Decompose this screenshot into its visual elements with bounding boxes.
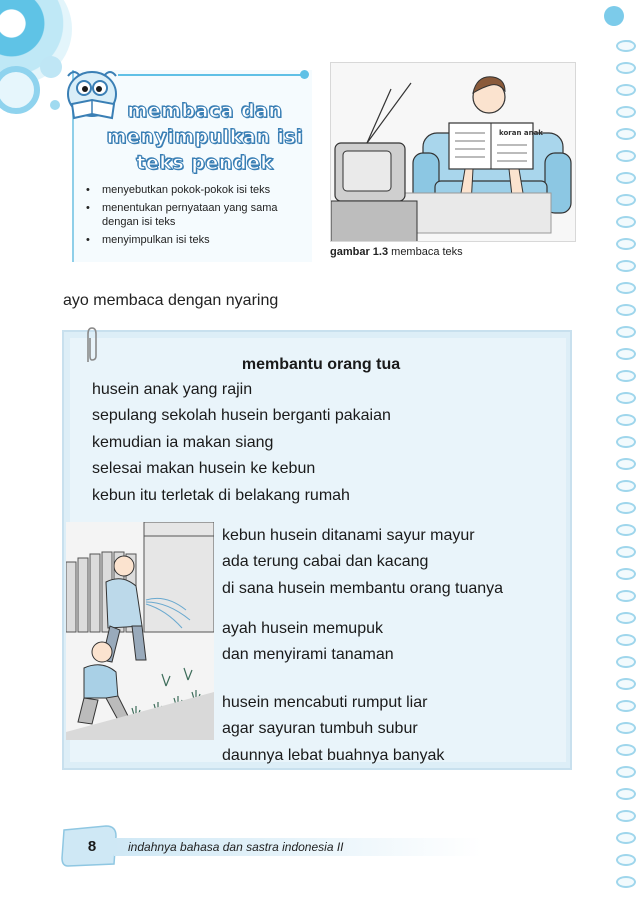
decorative-circle-small bbox=[40, 56, 62, 78]
figure-caption-label: gambar 1.3 bbox=[330, 246, 389, 258]
poem-stanza-3 bbox=[222, 616, 394, 669]
poem-line: husein mencabuti rumput liar bbox=[222, 694, 428, 711]
poem-title: membantu orang tua bbox=[241, 356, 401, 373]
poem-stanza-4 bbox=[222, 690, 444, 769]
objectives-title bbox=[100, 98, 310, 176]
poem-line: kemudian ia makan siang bbox=[92, 433, 274, 451]
objective-item: • menyebutkan pokok-pokok isi teks bbox=[86, 183, 308, 197]
boy-reading-illustration bbox=[331, 63, 576, 242]
binder-rings bbox=[610, 40, 638, 898]
garden-illustration bbox=[66, 522, 214, 740]
newspaper-text: koran anak bbox=[499, 129, 543, 137]
poem-line: kebun itu terletak di belakang rumah bbox=[92, 486, 350, 504]
poem-line: ada terung cabai dan kacang bbox=[222, 553, 429, 571]
decorative-circle-ring bbox=[0, 66, 40, 114]
objectives-title-line: menyimpulkan isi bbox=[106, 126, 304, 148]
poem-line: sepulang sekolah husein berganti pakaian bbox=[92, 407, 391, 425]
objectives-top-dot bbox=[300, 70, 309, 79]
poem-line: dan menyirami tanaman bbox=[222, 646, 394, 664]
page-number: 8 bbox=[87, 838, 97, 855]
figure-caption-text: membaca teks bbox=[388, 246, 463, 258]
poem-line: di sana husein membantu orang tuanya bbox=[222, 579, 504, 597]
decorative-circle-top-right bbox=[604, 6, 624, 26]
poem-stanza-2 bbox=[222, 523, 503, 602]
poem-line: selesai makan husein ke kebun bbox=[92, 460, 316, 478]
poem-line: husein anak yang rajin bbox=[92, 381, 253, 398]
reading-instruction: ayo membaca dengan nyaring bbox=[63, 292, 279, 309]
objective-item: • menentukan pernyataan yang sama dengan isi teks bbox=[86, 201, 308, 229]
objectives-title-line: membaca dan bbox=[127, 100, 283, 122]
poem-stanza-1 bbox=[92, 377, 391, 509]
poem-line: daunnya lebat buahnya banyak bbox=[222, 746, 445, 764]
poem-line: agar sayuran tumbuh subur bbox=[222, 720, 418, 738]
objectives-title-line: teks pendek bbox=[136, 152, 274, 174]
figure-boy-reading bbox=[330, 62, 576, 242]
figure-caption bbox=[330, 246, 463, 258]
objectives-top-line bbox=[118, 74, 308, 76]
figure-garden bbox=[66, 522, 214, 740]
footer-book-title: indahnya bahasa dan sastra indonesia II bbox=[128, 840, 344, 854]
objectives-list bbox=[86, 183, 308, 251]
poem-line: kebun husein ditanami sayur mayur bbox=[222, 527, 475, 544]
decorative-circle-tiny bbox=[50, 100, 60, 110]
objective-item: • menyimpulkan isi teks bbox=[86, 233, 308, 247]
poem-line: ayah husein memupuk bbox=[222, 620, 383, 637]
